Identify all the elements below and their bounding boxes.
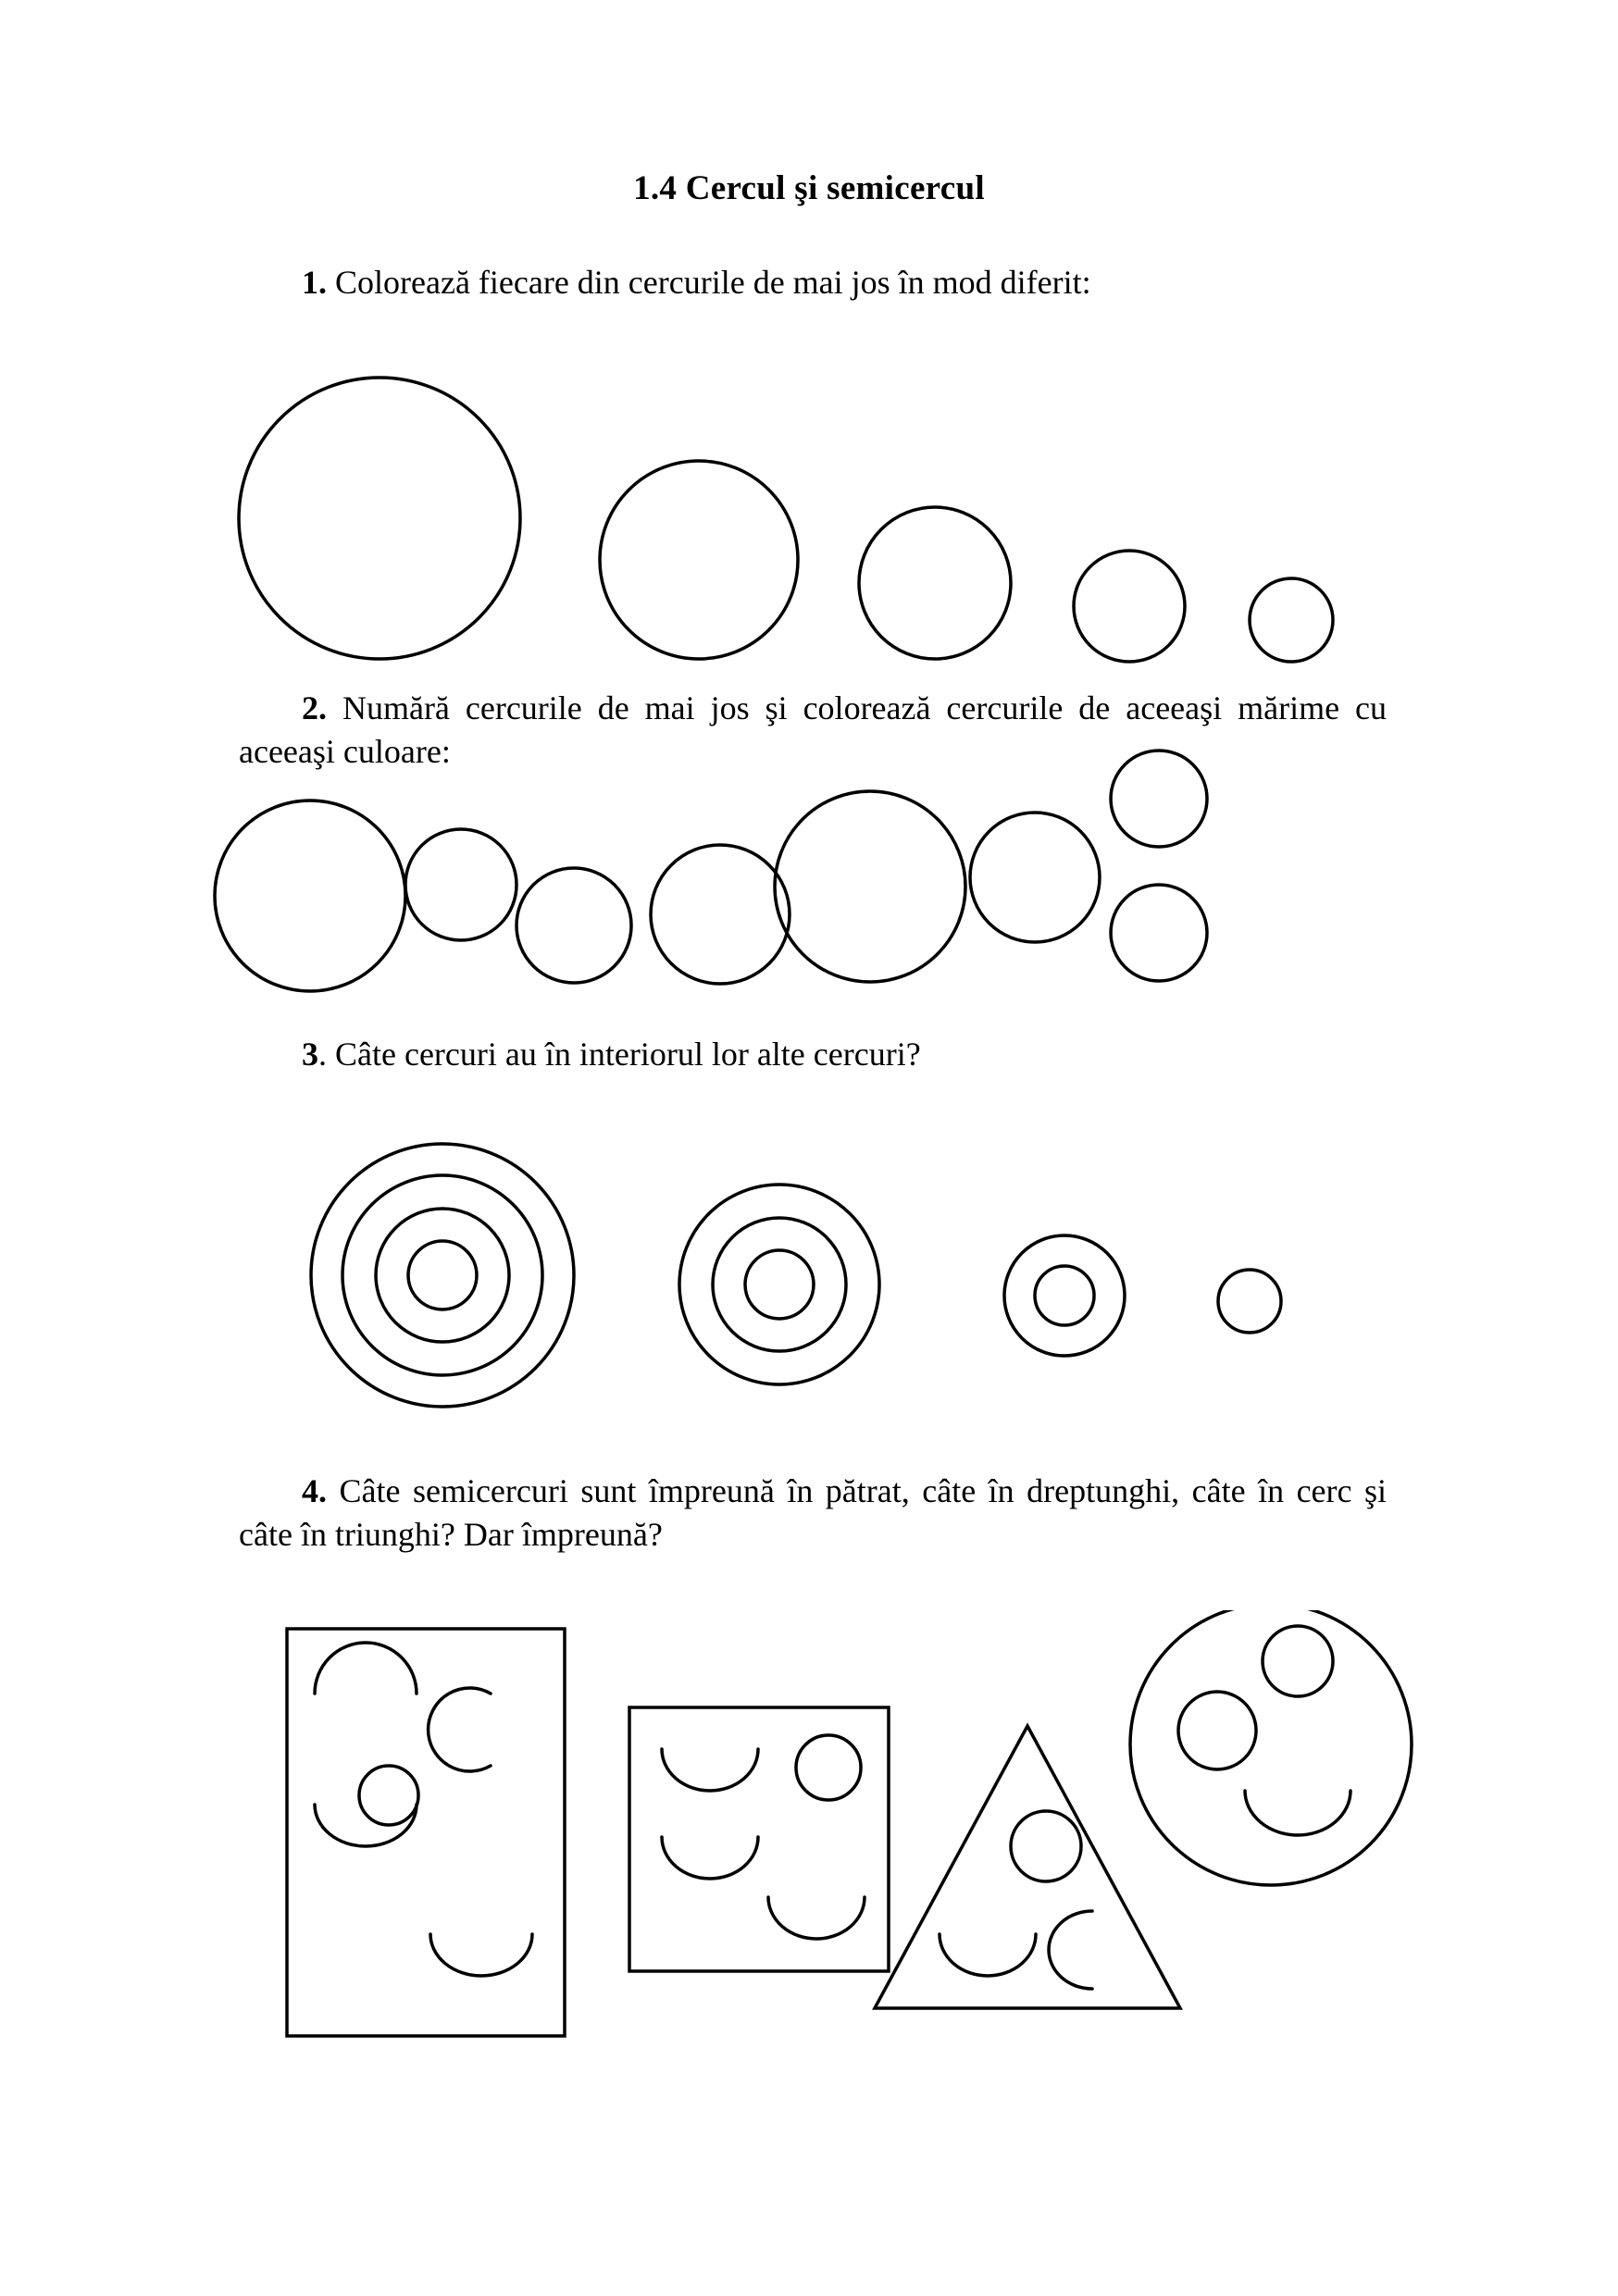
exercise-3-text: . Câte cercuri au în interiorul lor alte cercuri?	[318, 1036, 921, 1073]
page-title: 1.4 Cercul şi semicercul	[633, 169, 985, 207]
exercise-3-number: 3	[302, 1036, 318, 1073]
exercise-2-number: 2.	[302, 689, 327, 726]
shape-rectangle	[287, 1629, 565, 2036]
exercise-4-paragraph	[239, 1470, 1387, 1557]
concentric-set-3	[679, 1185, 879, 1384]
concentric-set-2	[1004, 1235, 1125, 1356]
figure-4-shapes-with-semicircles	[268, 1610, 1416, 2091]
single-circle	[1218, 1270, 1281, 1333]
shape-triangle	[875, 1726, 1180, 2008]
exercise-3-paragraph	[239, 1033, 1387, 1076]
shape-circle	[1130, 1610, 1412, 1885]
exercise-1-number: 1.	[302, 264, 327, 301]
figure-2-circles-group	[213, 748, 1416, 1007]
shape-square	[629, 1707, 889, 1971]
concentric-set-4	[311, 1144, 574, 1407]
exercise-4-text: Câte semicercuri sunt împreună în pătrat, câte în dreptunghi, câte în cerc şi câte în triunghi? Dar împreună?	[239, 1472, 1388, 1553]
figure-3-concentric-circles	[305, 1136, 1314, 1414]
exercise-1-paragraph	[239, 261, 1387, 304]
exercise-1-text: Colorează fiecare din cercurile de mai jos în mod diferit:	[335, 264, 1091, 301]
figure-1-circles-row	[236, 366, 1416, 680]
exercise-4-number: 4.	[302, 1472, 327, 1509]
exercise-2-text: Numără cercurile de mai jos şi colorează cercurile de aceeaşi mărime cu aceeaşi culoare:	[239, 689, 1387, 770]
